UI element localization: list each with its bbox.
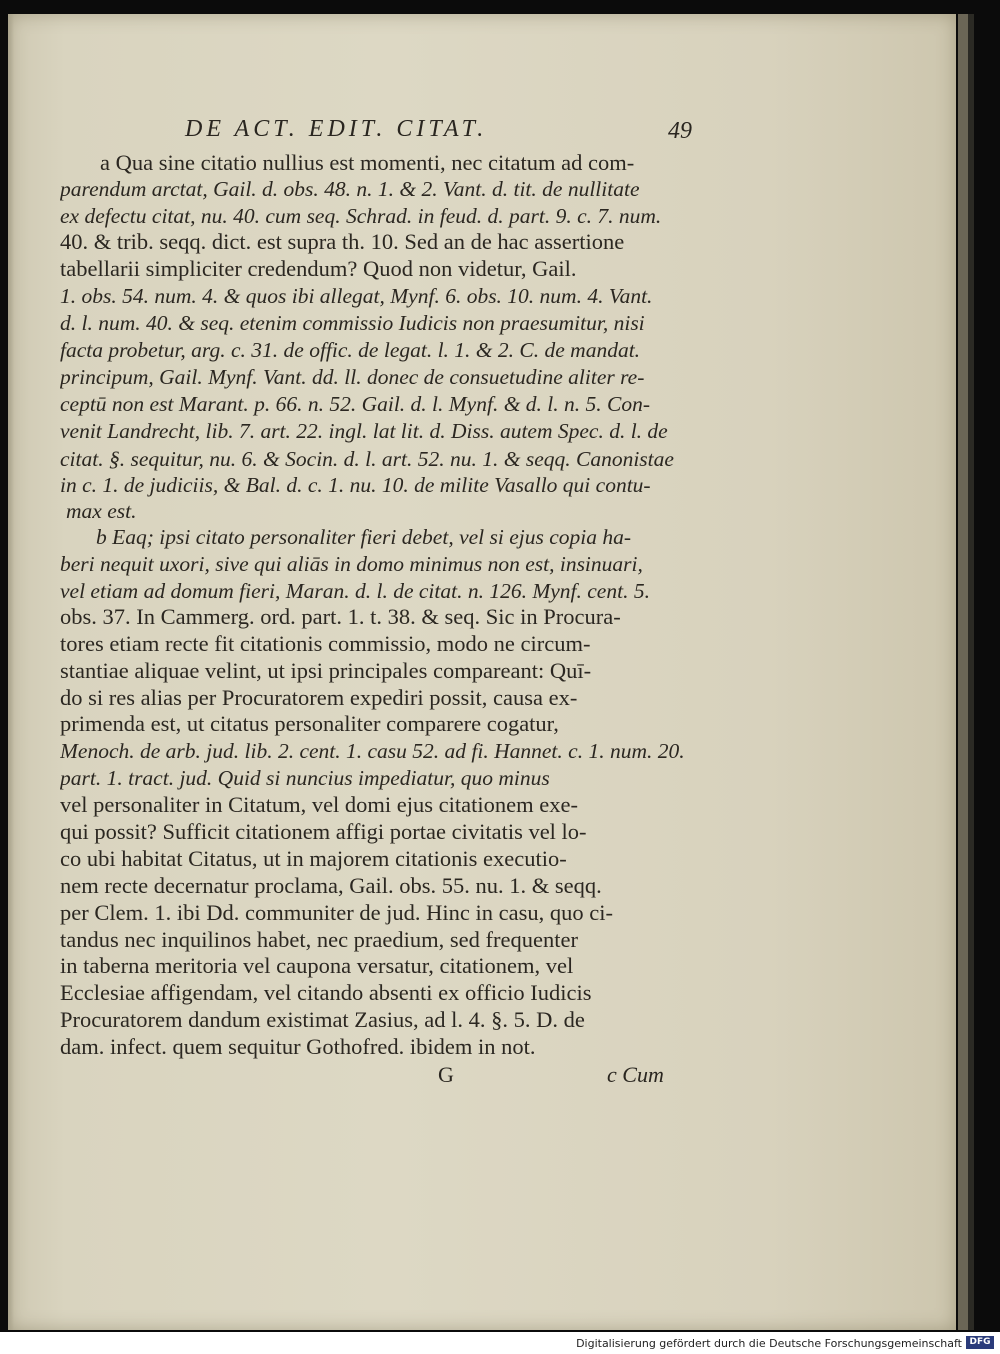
dfg-logo: DFG <box>966 1336 994 1349</box>
text-line: venit Landrecht, lib. 7. art. 22. ingl. lat lit. d. Diss. autem Spec. d. l. de <box>60 419 668 443</box>
text-line: part. 1. tract. jud. Quid si nuncius impediatur, quo minus <box>60 766 550 790</box>
text-line: primenda est, ut citatus personaliter comparere cogatur, <box>60 711 559 736</box>
text-line: ceptū non est Marant. p. 66. n. 52. Gail. d. l. Mynf. & d. l. n. 5. Con- <box>60 392 651 416</box>
footer-credit: Digitalisierung gefördert durch die Deutsche Forschungsgemeinschaft <box>576 1337 962 1350</box>
text-line: Menoch. de arb. jud. lib. 2. cent. 1. casu 52. ad fi. Hannet. c. 1. num. 20. <box>60 739 685 763</box>
text-line: ex defectu citat, nu. 40. cum seq. Schrad. in feud. d. part. 9. c. 7. num. <box>60 204 662 228</box>
text-line: per Clem. 1. ibi Dd. communiter de jud. Hinc in casu, quo ci- <box>60 900 614 925</box>
text-line: dam. infect. quem sequitur Gothofred. ibidem in not. <box>60 1034 536 1059</box>
running-head: DE ACT. EDIT. CITAT. <box>185 116 488 142</box>
page-edge-shadow <box>968 14 974 1330</box>
text-line: d. l. num. 40. & seq. etenim commissio Iudicis non praesumitur, nisi <box>60 311 645 335</box>
signature-mark: G <box>438 1062 454 1087</box>
text-line: 40. & trib. seqq. dict. est supra th. 10. Sed an de hac assertione <box>60 229 625 254</box>
page-edge <box>958 14 968 1330</box>
text-line: 1. obs. 54. num. 4. & quos ibi allegat, Mynf. 6. obs. 10. num. 4. Vant. <box>60 284 653 308</box>
text-line: tandus nec inquilinos habet, nec praedium, sed frequenter <box>60 927 578 952</box>
text-line: b Eaq; ipsi citato personaliter fieri debet, vel si ejus copia ha- <box>96 525 632 549</box>
text-line: facta probetur, arg. c. 31. de offic. de legat. l. 1. & 2. C. de mandat. <box>60 338 641 362</box>
text-line: in c. 1. de judiciis, & Bal. d. c. 1. nu. 10. de milite Vasallo qui contu- <box>60 473 651 497</box>
text-line: qui possit? Sufficit citationem affigi portae civitatis vel lo- <box>60 819 587 844</box>
text-line: do si res alias per Procuratorem expediri possit, causa ex- <box>60 685 578 710</box>
text-line: beri nequit uxori, sive qui aliās in domo minimus non est, insinuari, <box>60 552 643 576</box>
footer-bar <box>0 1334 1000 1354</box>
text-line: parendum arctat, Gail. d. obs. 48. n. 1. & 2. Vant. d. tit. de nullitate <box>60 177 640 201</box>
text-line: citat. §. sequitur, nu. 6. & Socin. d. l. art. 52. nu. 1. & seqq. Canonistae <box>60 447 674 471</box>
page-number: 49 <box>668 118 692 144</box>
text-line: Ecclesiae affigendam, vel citando absenti ex officio Iudicis <box>60 980 592 1005</box>
text-line: vel etiam ad domum fieri, Maran. d. l. de citat. n. 126. Mynf. cent. 5. <box>60 579 650 603</box>
text-line: max est. <box>66 499 137 523</box>
text-line: nem recte decernatur proclama, Gail. obs. 55. nu. 1. & seqq. <box>60 873 602 898</box>
text-line: principum, Gail. Mynf. Vant. dd. ll. donec de consuetudine aliter re- <box>60 365 645 389</box>
text-line: Procuratorem dandum existimat Zasius, ad l. 4. §. 5. D. de <box>60 1007 585 1032</box>
text-line: tores etiam recte fit citationis commissio, modo ne circum- <box>60 631 591 656</box>
text-line: obs. 37. In Cammerg. ord. part. 1. t. 38. & seq. Sic in Procura- <box>60 604 621 629</box>
catchword: c Cum <box>607 1062 664 1087</box>
text-line: vel personaliter in Citatum, vel domi ejus citationem exe- <box>60 792 578 817</box>
text-line: in taberna meritoria vel caupona versatur, citationem, vel <box>60 953 574 978</box>
text-line: tabellarii simpliciter credendum? Quod non videtur, Gail. <box>60 256 577 281</box>
text-line: a Qua sine citatio nullius est momenti, nec citatum ad com- <box>100 150 635 175</box>
text-line: stantiae aliquae velint, ut ipsi principales compareant: Quī- <box>60 658 592 683</box>
text-line: co ubi habitat Citatus, ut in majorem citationis executio- <box>60 846 567 871</box>
